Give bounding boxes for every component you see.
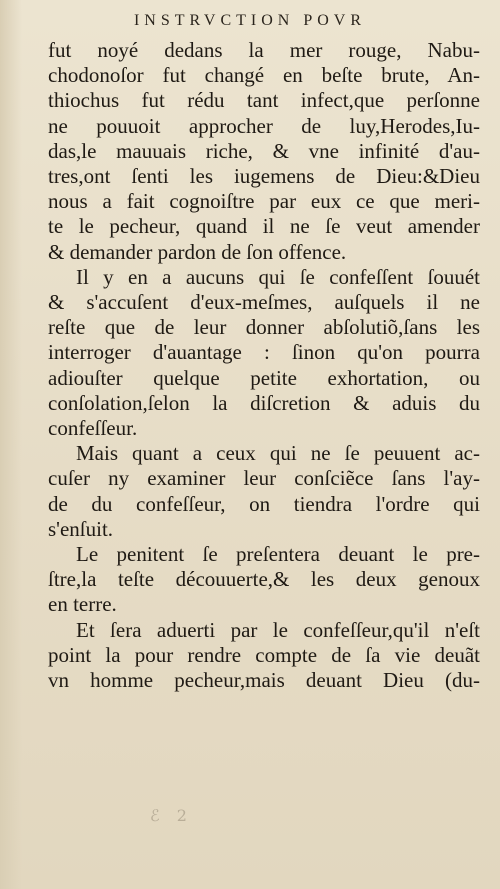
text-line: confeſſeur. xyxy=(48,416,138,441)
text-line: tres,ont ſenti les iugemens de Dieu:&Dieu xyxy=(48,164,480,189)
paragraph-4 xyxy=(48,542,480,618)
text-line: Mais quant a ceux qui ne ſe peuuent ac- xyxy=(76,441,480,466)
text-line: point la pour rendre compte de ſa vie deuãt xyxy=(48,642,480,667)
text-line: reſte que de leur donner abſolutiõ,ſans les xyxy=(48,315,480,340)
body-text xyxy=(48,38,480,693)
signature-mark: ℰ 2 xyxy=(150,806,193,825)
paragraph-5 xyxy=(48,618,480,694)
text-line: Il y en a aucuns qui ſe confeſſent ſouuét xyxy=(76,264,480,289)
text-line: Le penitent ſe preſentera deuant le pre- xyxy=(76,542,480,567)
text-line: te le pecheur, quand il ne ſe veut amender xyxy=(48,214,480,239)
text-line: ſtre,la teſte découuerte,& les deux genoux xyxy=(48,567,480,592)
text-line: das,le mauuais riche, & vne infinité d'au- xyxy=(48,138,480,163)
page-gutter-shadow xyxy=(0,0,22,889)
text-line: s'enſuit. xyxy=(48,516,114,541)
running-header: INSTRVCTION POVR xyxy=(133,12,367,29)
text-line: interroger d'auantage : ſinon qu'on pourra xyxy=(48,340,480,365)
paragraph-1 xyxy=(48,38,480,265)
text-line: chodonoſor fut changé en beſte brute, An- xyxy=(48,63,480,88)
text-line: fut noyé dedans la mer rouge, Nabu- xyxy=(48,38,480,62)
text-line: conſolation,ſelon la diſcretion & aduis du xyxy=(48,390,480,415)
text-line: & s'accuſent d'eux-meſmes, auſquels il ne xyxy=(48,290,480,315)
text-line: Et ſera aduerti par le confeſſeur,qu'il n'eſt xyxy=(76,617,480,642)
text-line: de du confeſſeur, on tiendra l'ordre qui xyxy=(48,491,480,516)
text-line: nous a fait cognoiſtre par eux ce que meri- xyxy=(48,189,480,214)
text-line: adiouſter quelque petite exhortation, ou xyxy=(48,365,480,390)
text-line: & demander pardon de ſon offence. xyxy=(48,239,347,264)
text-line: thiochus fut rédu tant infect,que perſonne xyxy=(48,88,480,113)
text-line: ne pouuoit approcher de luy,Herodes,Iu- xyxy=(48,113,480,138)
text-line: vn homme pecheur,mais deuant Dieu (du- xyxy=(48,668,480,693)
paragraph-2 xyxy=(48,265,480,441)
paragraph-3 xyxy=(48,441,480,542)
text-line: cuſer ny examiner leur conſciẽce ſans l'ay- xyxy=(48,466,480,491)
text-line: en terre. xyxy=(48,592,117,617)
